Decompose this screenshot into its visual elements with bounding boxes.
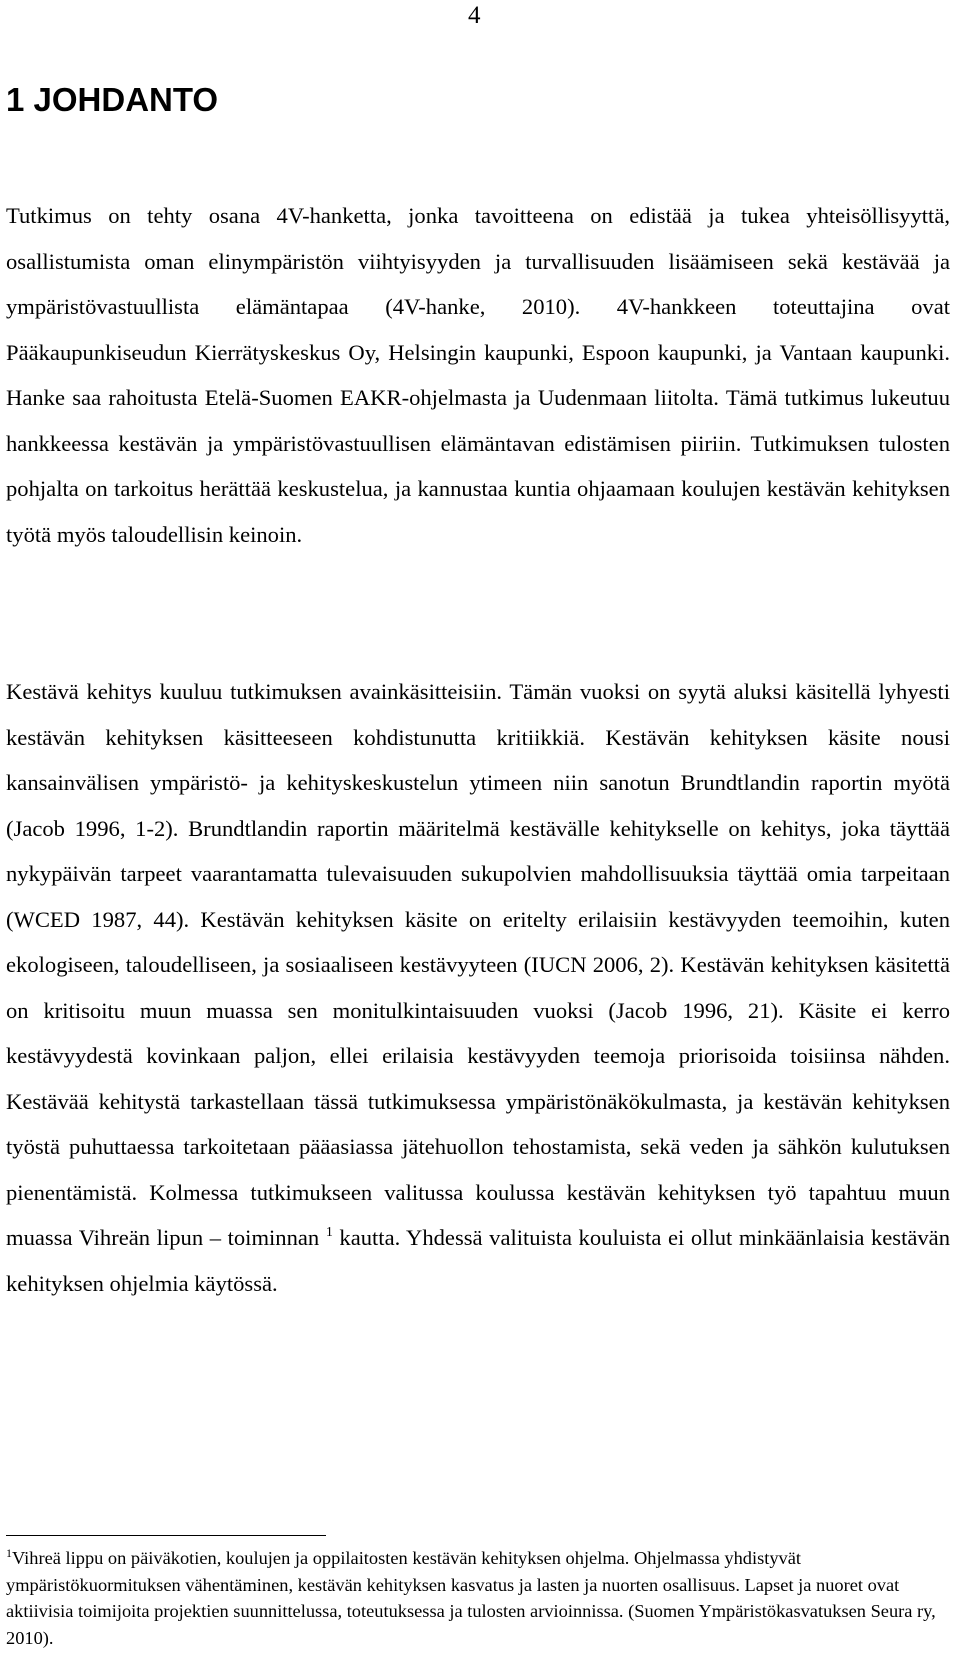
footnote-reference: 1: [325, 1225, 333, 1240]
footnote-separator: [6, 1535, 326, 1536]
footnote-marker: 1: [6, 1546, 12, 1560]
paragraph-text-before-ref: Kestävä kehitys kuuluu tutkimuksen avainkäsitteisiin. Tämän vuoksi on syytä aluksi käsitellä lyhyesti kestävän kehityksen käsitteeseen kohdistunutta kritiikkiä. Kestävän kehityksen käsite nousi kansainvälisen ympäristö- ja kehityskeskustelun ytimeen niin sanotun Brundtlandin raportin myötä (Jacob 1996, 1-2). Brundtlandin raportin määritelmä kestävälle kehitykselle on kehitys, joka täyttää nykypäivän tarpeet vaarantamatta tulevaisuuden sukupolvien mahdollisuuksia täyttää omia tarpeitaan (WCED 1987, 44). Kestävän kehityksen käsite on eritelty erilaisiin kestävyyden teemoihin, kuten ekologiseen, taloudelliseen, ja sosiaaliseen kestävyyteen (IUCN 2006, 2). Kestävän kehityksen käsitettä on kritisoitu muun muassa sen monitulkintaisuuden vuoksi (Jacob 1996, 21). Käsite ei kerro kestävyydestä kovinkaan paljon, ellei erilaisia kestävyyden teemoja priorisoida toisiinsa nähden. Kestävää kehitystä tarkastellaan tässä tutkimuksessa ympäristönäkökulmasta, ja kestävän kehityksen työstä puhuttaessa tarkoitetaan pääasiassa jätehuollon tehostamista, sekä veden ja sähkön kulutuksen pienentämistä. Kolmessa tutkimukseen valitussa koulussa kestävän kehityksen työ tapahtuu muun muassa Vihreän lipun – toiminnan: [6, 679, 950, 1250]
chapter-heading: 1 JOHDANTO: [6, 81, 219, 118]
paragraph-intro: Tutkimus on tehty osana 4V-hanketta, jonka tavoitteena on edistää ja tukea yhteisöllisyyttä, osallistumista oman elinympäristön viihtyisyyden ja turvallisuuden lisäämiseen sekä kestävää ja ympäristövastuullista elämäntapaa (4V-hanke, 2010). 4V-hankkeen toteuttajina ovat Pääkaupunkiseudun Kierrätyskeskus Oy, Helsingin kaupunki, Espoon kaupunki, ja Vantaan kaupunki. Hanke saa rahoitusta Etelä-Suomen EAKR-ohjelmasta ja Uudenmaan liitolta. Tämä tutkimus lukeutuu hankkeessa kestävän ja ympäristövastuullisen elämäntavan edistämisen piiriin. Tutkimuksen tulosten pohjalta on tarkoitus herättää keskustelua, ja kannustaa kuntia ohjaamaan koulujen kestävän kehityksen työtä myös taloudellisin keinoin.: [6, 203, 950, 547]
footnote-text: Vihreä lippu on päiväkotien, koulujen ja oppilaitosten kestävän kehityksen ohjelma. Ohjelmassa yhdistyvät ympäristökuormituksen vähentäminen, kestävän kehityksen kasvatus ja lasten ja nuorten osallisuus. Lapset ja nuoret ovat aktiivisia toimijoita projektien suunnittelussa, toteutuksessa ja tulosten arvioinnissa. (Suomen Ympäristökasvatuksen Seura ry, 2010).: [6, 1548, 936, 1648]
paragraph-sustainability: [6, 669, 950, 1306]
footnote: [6, 1545, 950, 1651]
page-number: 4: [468, 2, 481, 29]
paragraph-text-after-ref: kautta. Yhdessä valituista kouluista ei ollut minkäänlaisia kestävän kehityksen ohjelmia käytössä.: [6, 1225, 950, 1296]
